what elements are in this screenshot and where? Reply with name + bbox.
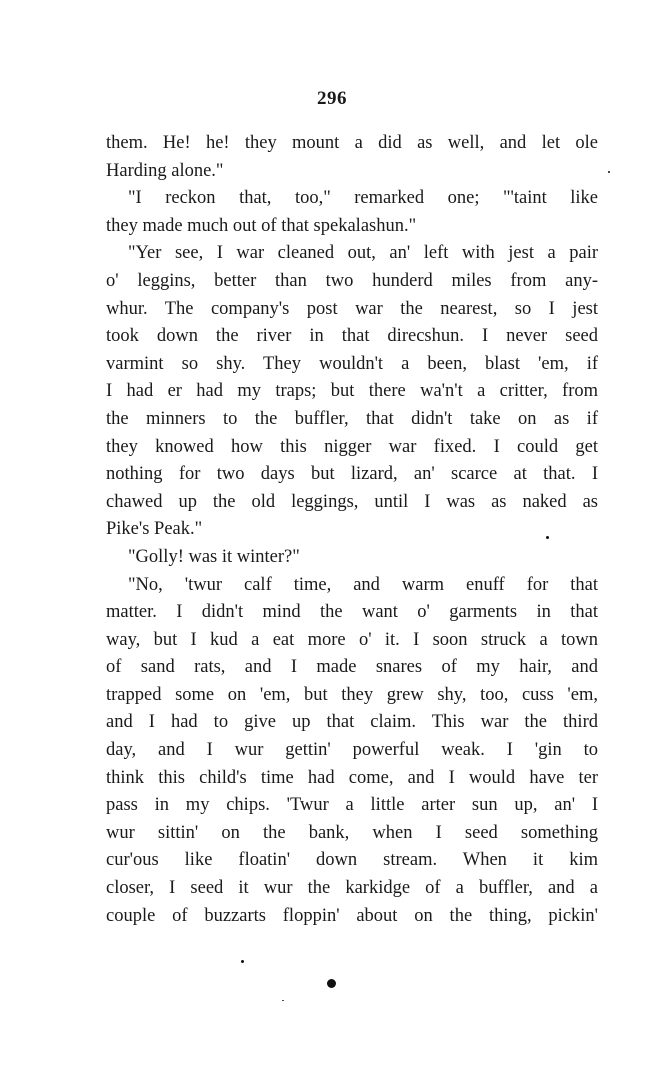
text-line: couple of buzzarts floppin' about on the thing, pickin' bbox=[106, 905, 598, 926]
text-line: "I reckon that, too," remarked one; "'taint like bbox=[128, 188, 598, 209]
page-number: 296 bbox=[317, 88, 347, 109]
ink-speck bbox=[608, 171, 610, 173]
text-line: and I had to give up that claim. This war the third bbox=[106, 712, 598, 733]
text-line: wur sittin' on the bank, when I seed something bbox=[106, 822, 598, 843]
text-line: them. He! he! they mount a did as well, and let ole bbox=[106, 133, 598, 153]
ink-speck bbox=[241, 960, 244, 963]
text-line: took down the river in that direcshun. I never seed bbox=[106, 326, 598, 347]
text-line: trapped some on 'em, but they grew shy, too, cuss 'em, bbox=[106, 684, 598, 705]
text-line: the minners to the buffler, that didn't take on as if bbox=[106, 408, 598, 429]
ink-speck bbox=[282, 1000, 284, 1001]
text-line: of sand rats, and I made snares of my hair, and bbox=[106, 657, 598, 678]
text-line: Pike's Peak." bbox=[106, 519, 203, 540]
text-line: closer, I seed it wur the karkidge of a buffler, and a bbox=[106, 878, 598, 899]
text-line: way, but I kud a eat more o' it. I soon struck a town bbox=[106, 629, 598, 650]
ink-speck bbox=[327, 979, 336, 988]
text-line: think this child's time had come, and I would have ter bbox=[106, 767, 598, 788]
text-line: chawed up the old leggings, until I was as naked as bbox=[106, 491, 598, 512]
text-line: matter. I didn't mind the want o' garments in that bbox=[106, 602, 598, 623]
text-line: whur. The company's post war the nearest, so I jest bbox=[106, 298, 598, 319]
text-line: varmint so shy. They wouldn't a been, blast 'em, if bbox=[106, 353, 598, 374]
text-line: "No, 'twur calf time, and warm enuff for that bbox=[128, 574, 598, 595]
text-line: cur'ous like floatin' down stream. When it kim bbox=[106, 850, 598, 871]
text-line: "Golly! was it winter?" bbox=[128, 546, 300, 567]
text-line: I had er had my traps; but there wa'n't a critter, from bbox=[106, 381, 598, 402]
text-line: they made much out of that spekalashun." bbox=[106, 215, 417, 236]
text-line: "Yer see, I war cleaned out, an' left with jest a pair bbox=[128, 243, 598, 264]
text-line: nothing for two days but lizard, an' scarce at that. I bbox=[106, 464, 598, 485]
body-text bbox=[106, 130, 598, 930]
text-line: o' leggins, better than two hunderd miles from any- bbox=[106, 270, 598, 291]
ink-speck bbox=[546, 536, 549, 539]
text-line: they knowed how this nigger war fixed. I could get bbox=[106, 436, 598, 457]
text-line: Harding alone." bbox=[106, 160, 224, 181]
text-line: day, and I wur gettin' powerful weak. I 'gin to bbox=[106, 740, 598, 761]
text-line: pass in my chips. 'Twur a little arter sun up, an' I bbox=[106, 795, 598, 816]
